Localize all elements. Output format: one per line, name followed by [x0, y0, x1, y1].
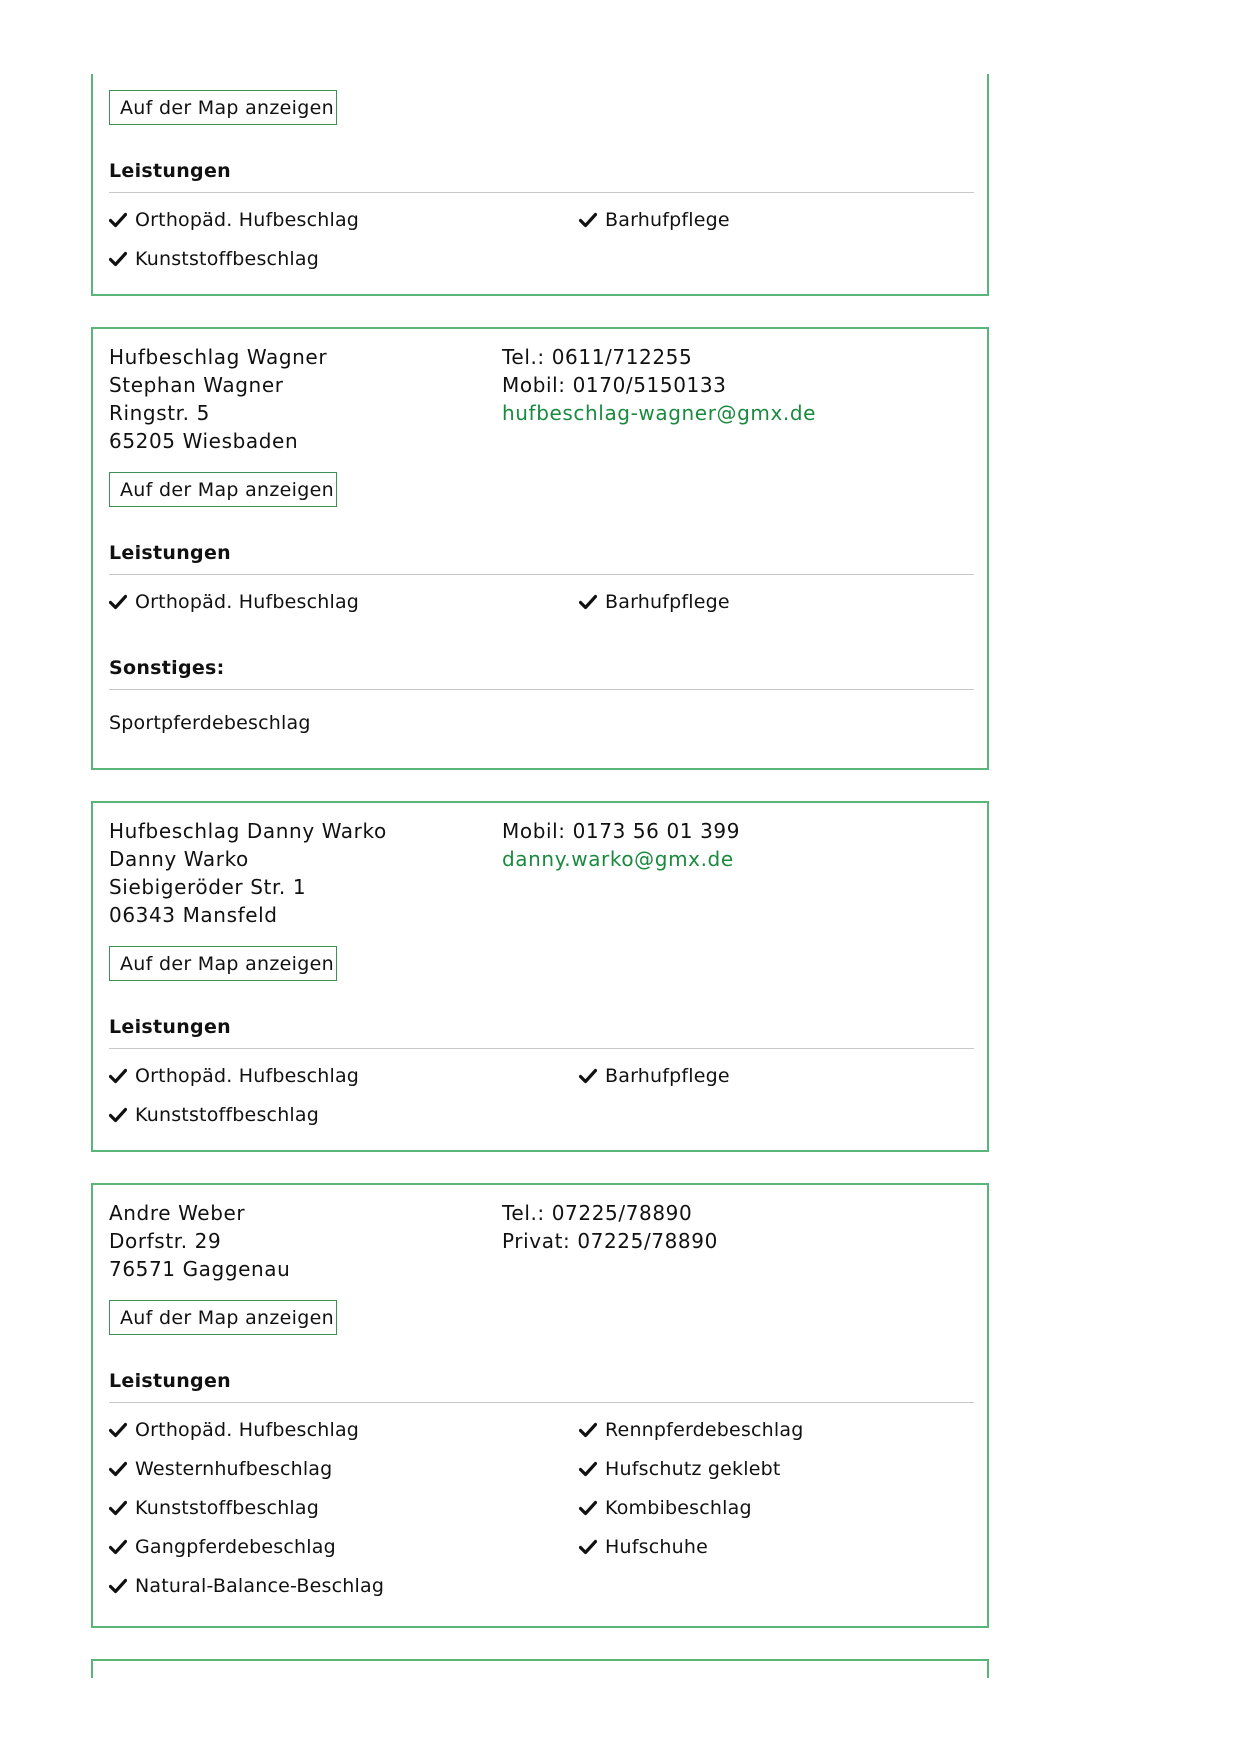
- service-item: [579, 1497, 752, 1519]
- misc-text: Sportpferdebeschlag: [109, 712, 311, 734]
- service-item: [109, 209, 359, 231]
- service-item: [109, 1104, 319, 1126]
- service-item: [109, 1536, 336, 1558]
- show-on-map-button[interactable]: Auf der Map anzeigen: [109, 1300, 337, 1335]
- service-label: Kombibeschlag: [605, 1497, 752, 1519]
- service-item: [109, 1458, 332, 1480]
- service-item: [109, 1419, 359, 1441]
- check-icon: [109, 1107, 127, 1123]
- service-item: [579, 591, 730, 613]
- business-name: Hufbeschlag Wagner: [109, 345, 328, 369]
- check-icon: [109, 1539, 127, 1555]
- service-label: Hufschutz geklebt: [605, 1458, 781, 1480]
- service-item: [579, 1458, 781, 1480]
- divider: [109, 1402, 974, 1403]
- divider: [109, 192, 974, 193]
- check-icon: [109, 1068, 127, 1084]
- service-item: [109, 1065, 359, 1087]
- divider: [109, 574, 974, 575]
- farrier-card-0: [91, 74, 989, 296]
- show-on-map-button[interactable]: Auf der Map anzeigen: [109, 90, 337, 125]
- divider: [109, 689, 974, 690]
- address-block: [109, 1199, 290, 1283]
- contact-person: Danny Warko: [109, 847, 249, 871]
- service-item: [109, 1575, 384, 1597]
- service-label: Kunststoffbeschlag: [135, 1497, 320, 1519]
- mobile-number: Mobil: 0170/5150133: [502, 373, 727, 397]
- service-label: Natural-Balance-Beschlag: [135, 1575, 385, 1597]
- private-phone-number: Privat: 07225/78890: [502, 1229, 718, 1253]
- service-item: [579, 1065, 730, 1087]
- service-label: Barhufpflege: [605, 591, 730, 613]
- email-link[interactable]: danny.warko@gmx.de: [502, 847, 734, 871]
- address-block: [109, 817, 387, 929]
- services-heading: Leistungen: [109, 542, 231, 564]
- address-block: [109, 343, 327, 455]
- farrier-card-2: [91, 801, 989, 1152]
- contact-block: [502, 817, 740, 873]
- postal-city: 65205 Wiesbaden: [109, 429, 299, 453]
- check-icon: [109, 1422, 127, 1438]
- service-label: Orthopäd. Hufbeschlag: [135, 591, 360, 613]
- service-label: Kunststoffbeschlag: [135, 248, 320, 270]
- contact-block: [502, 343, 816, 427]
- service-item: [579, 1419, 804, 1441]
- farrier-card-3: [91, 1183, 989, 1628]
- check-icon: [579, 1539, 597, 1555]
- phone-number: Tel.: 0611/712255: [502, 345, 693, 369]
- mobile-number: Mobil: 0173 56 01 399: [502, 819, 741, 843]
- service-label: Orthopäd. Hufbeschlag: [135, 209, 360, 231]
- check-icon: [579, 1068, 597, 1084]
- farrier-card-4: [91, 1659, 989, 1678]
- street-address: Dorfstr. 29: [109, 1229, 222, 1253]
- contact-person: Stephan Wagner: [109, 373, 284, 397]
- farrier-card-1: [91, 327, 989, 770]
- service-item: [109, 591, 359, 613]
- service-label: Barhufpflege: [605, 1065, 730, 1087]
- check-icon: [109, 212, 127, 228]
- check-icon: [579, 1500, 597, 1516]
- services-heading: Leistungen: [109, 160, 231, 182]
- service-item: [109, 248, 319, 270]
- street-address: Siebigeröder Str. 1: [109, 875, 307, 899]
- check-icon: [579, 1422, 597, 1438]
- postal-city: 06343 Mansfeld: [109, 903, 278, 927]
- check-icon: [109, 594, 127, 610]
- service-label: Hufschuhe: [605, 1536, 708, 1558]
- phone-number: Tel.: 07225/78890: [502, 1201, 693, 1225]
- service-item: [109, 1497, 319, 1519]
- check-icon: [109, 1500, 127, 1516]
- check-icon: [579, 212, 597, 228]
- service-label: Gangpferdebeschlag: [135, 1536, 336, 1558]
- services-heading: Leistungen: [109, 1370, 231, 1392]
- show-on-map-button[interactable]: Auf der Map anzeigen: [109, 472, 337, 507]
- check-icon: [109, 1578, 127, 1594]
- business-name: Hufbeschlag Danny Warko: [109, 819, 387, 843]
- check-icon: [579, 594, 597, 610]
- service-item: [579, 209, 730, 231]
- street-address: Ringstr. 5: [109, 401, 210, 425]
- service-label: Orthopäd. Hufbeschlag: [135, 1065, 360, 1087]
- service-label: Barhufpflege: [605, 209, 730, 231]
- misc-heading: Sonstiges:: [109, 657, 225, 679]
- divider: [109, 1048, 974, 1049]
- show-on-map-button[interactable]: Auf der Map anzeigen: [109, 946, 337, 981]
- service-label: Rennpferdebeschlag: [605, 1419, 804, 1441]
- check-icon: [579, 1461, 597, 1477]
- email-link[interactable]: hufbeschlag-wagner@gmx.de: [502, 401, 817, 425]
- check-icon: [109, 251, 127, 267]
- service-label: Kunststoffbeschlag: [135, 1104, 320, 1126]
- service-label: Orthopäd. Hufbeschlag: [135, 1419, 360, 1441]
- check-icon: [109, 1461, 127, 1477]
- contact-block: [502, 1199, 718, 1255]
- services-heading: Leistungen: [109, 1016, 231, 1038]
- service-item: [579, 1536, 708, 1558]
- service-label: Westernhufbeschlag: [135, 1458, 333, 1480]
- business-name: Andre Weber: [109, 1201, 246, 1225]
- postal-city: 76571 Gaggenau: [109, 1257, 291, 1281]
